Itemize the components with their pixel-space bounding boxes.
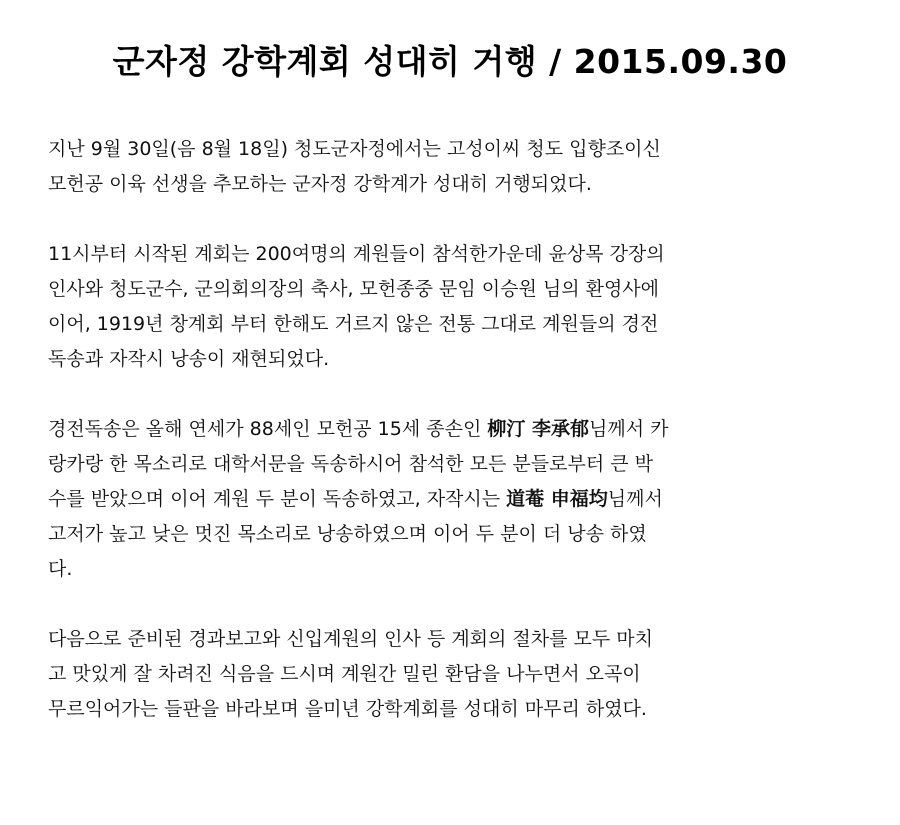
text-line: 11시부터 시작된 계회는 200여명의 계원들이 참석한가운데 윤상목 강장의	[48, 243, 665, 265]
text-segment: 님께서 카	[588, 418, 669, 440]
text-line: 독송과 자작시 낭송이 재현되었다.	[48, 348, 330, 370]
paragraph-1	[48, 132, 852, 202]
text-line: 다.	[48, 558, 73, 580]
text-line: 인사와 청도군수, 군의회의장의 축사, 모헌종중 문임 이승원 님의 환영사에	[48, 278, 660, 300]
text-line: 다음으로 준비된 경과보고와 신입계원의 인사 등 계회의 절차를 모두 마치	[48, 628, 653, 650]
paragraph-2	[48, 237, 852, 377]
text-line: 이어, 1919년 창계회 부터 한해도 거르지 않은 전통 그대로 계원들의 경전	[48, 313, 659, 335]
text-line	[48, 482, 852, 517]
text-line: 모헌공 이육 선생을 추모하는 군자정 강학계가 성대히 거행되었다.	[48, 173, 592, 195]
text-line: 고 맛있게 잘 차려진 식음을 드시며 계원간 밀린 환담을 나누면서 오곡이	[48, 663, 641, 685]
hanja-name-1: 柳汀 李承郁	[487, 418, 589, 440]
hanja-name-2: 道菴 申福均	[506, 488, 608, 510]
text-line: 랑카랑 한 목소리로 대학서문을 독송하시어 참석한 모든 분들로부터 큰 박	[48, 453, 653, 475]
text-segment: 수를 받았으며 이어 계원 두 분이 독송하였고, 자작시는	[48, 488, 507, 510]
paragraph-4	[48, 622, 852, 727]
text-segment: 님께서	[607, 488, 663, 510]
text-line	[48, 412, 852, 447]
text-line: 지난 9월 30일(음 8월 18일) 청도군자정에서는 고성이씨 청도 입향조이신	[48, 138, 661, 160]
document-title: 군자정 강학계회 성대히 거행 / 2015.09.30	[112, 42, 788, 81]
paragraph-3	[48, 412, 852, 587]
text-segment: 경전독송은 올해 연세가 88세인 모헌공 15세 종손인	[48, 418, 488, 440]
text-line: 무르익어가는 들판을 바라보며 을미년 강학계회를 성대히 마무리 하였다.	[48, 698, 647, 720]
text-line: 고저가 높고 낮은 멋진 목소리로 낭송하였으며 이어 두 분이 더 낭송 하였	[48, 523, 647, 545]
